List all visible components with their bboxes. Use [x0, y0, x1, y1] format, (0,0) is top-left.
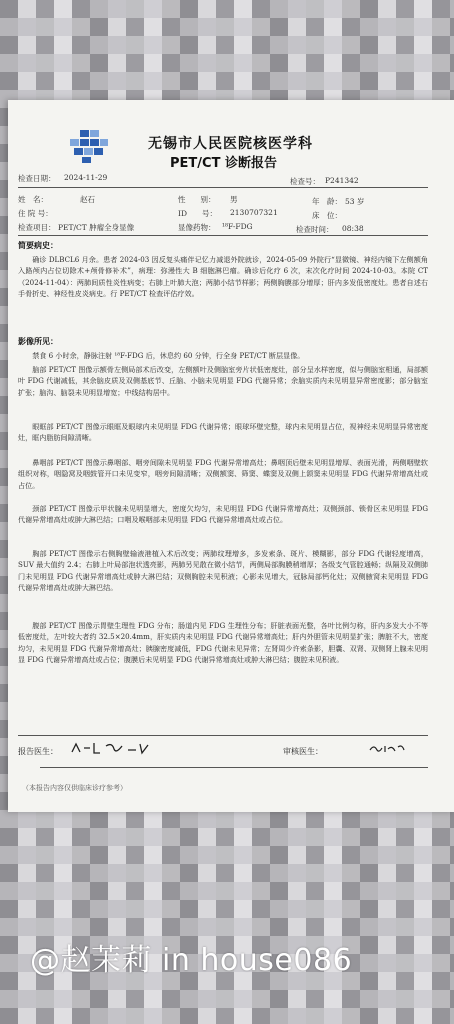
inpatient-label: 住 院 号： [18, 209, 53, 218]
gender-label: 性 别： [178, 195, 216, 204]
exam-time-value: 08:38 [342, 224, 364, 233]
findings-title: 影像所见： [18, 337, 58, 346]
history-title: 简要病史： [18, 241, 58, 250]
id-label: ID 号： [178, 209, 217, 218]
exam-item-value: PET/CT 肿瘤全身显像 [58, 223, 135, 232]
divider-top [18, 187, 428, 188]
exam-date-label: 检查日期： [18, 174, 56, 183]
exam-item-label: 检查项目： [18, 223, 56, 232]
report-paper [8, 100, 454, 812]
age-label: 年 龄： [312, 197, 342, 206]
findings-paragraph: 禁食 6 小时余，静脉注射 ¹⁸F-FDG 后，休息约 60 分钟，行全身 PET/CT 断层显像。 [32, 351, 305, 360]
bed-label: 床 位： [312, 211, 342, 220]
findings-paragraph: 脑部 PET/CT 图像示额骨左侧局部术后改变，左侧额叶及侧脑室旁片状低密度灶，部分呈水样密度，似与侧脑室相通，局部额叶 FDG 代谢减低，其余脑皮质及双侧基底节、丘脑、小脑未见明显 FDG 代谢异常；余脑实质内未见明显异常密度影；部分脑室扩张；脑沟、脑裂未见明显增宽；中线结构居中。 [18, 365, 428, 397]
id-value: 2130707321 [230, 208, 278, 217]
report-title: PET/CT 诊断报告 [170, 156, 277, 171]
reporter-signature [66, 740, 176, 756]
reporter-label: 报告医生： [18, 747, 58, 756]
findings-paragraph: 颈部 PET/CT 图像示甲状腺未见明显增大，密度欠均匀，未见明显 FDG 代谢异常增高灶；双侧颈部、锁骨区未见明显 FDG 代谢异常增高灶或肿大淋巴结；口咽及喉咽部未见明显 FDG 代谢异常增高灶或占位。 [18, 504, 428, 525]
divider-footer [18, 735, 428, 736]
findings-paragraph: 鼻咽部 PET/CT 图像示鼻咽部、咽旁间隙未见明显 FDG 代谢异常增高灶；鼻咽顶后壁未见明显增厚、表面光滑，两侧咽壁软组织对称，咽隐窝及咽鼓管开口未见变窄，咽旁间隙清晰；双侧额窦、筛窦、蝶窦及双侧上颌窦未见明显 FDG 代谢异常增高灶或占位。 [18, 458, 428, 490]
footer-note: （本报告内容仅供临床诊疗参考） [22, 784, 127, 792]
findings-paragraph: 腹部 PET/CT 图像示胃壁生理性 FDG 分布；肠道内见 FDG 生理性分布；肝脏表面光整，各叶比例匀称，肝内多发大小不等低密度灶，左叶较大者约 32.5×20.4mm，肝实质内未见明显 FDG 代谢异常增高灶；肝内外胆管未见明显扩张；脾脏不大，密度均匀，未见明显 FDG 代谢异常增高灶；胰腺密度减低，FDG 代谢未见异常；左肾周少许索条影，胆囊、双肾、双侧肾上腺未见明显 FDG 代谢异常增高灶或占位；腹膜后未见明显 FDG 代谢异常增高灶或肿大淋巴结；腹腔未见积液。 [18, 621, 428, 665]
reviewer-signature [368, 742, 408, 754]
footer-rule [40, 767, 428, 768]
watermark-text: @赵茉莉 in house086 [30, 943, 353, 978]
exam-date-value: 2024-11-29 [64, 173, 108, 182]
exam-no-label: 检查号： [290, 177, 320, 186]
exam-no-value: P241342 [325, 176, 359, 185]
history-text: 确诊 DLBCL6 月余。患者 2024-03 因反复头痛伴记忆力减退外院就诊，2024-05-09 外院行“显微镜、神经内镜下左侧额角入路颅内占位切除术+颅骨修补术”，病理：弥漫性大 B 细胞淋巴瘤。确诊后化疗 6 次，末次化疗时间 2024-10-03。本院 CT（2024-11-04）：两肺间质性炎性病变；右肺上叶肺大泡；两肺小结节样影；两侧胸膜部分增厚；肝内多发低密度灶。患者自述右手骨折史、神经性皮炎病史。行 PET/CT 检查评估疗效。 [18, 255, 428, 299]
tracer-label: 显像药物： [178, 223, 216, 232]
gender-value: 男 [230, 195, 238, 204]
findings-paragraph: 胸部 PET/CT 图像示右侧胸壁输液港植入术后改变；两肺纹理增多，多发索条、斑片、模糊影，部分 FDG 代谢轻度增高，SUV 最大值约 2.4；右肺上叶局部泡状透亮影，两肺另见散在微小结节，两侧局部胸膜稍增厚；各级支气管腔通畅；纵隔及双侧肺门未见明显 FDG 代谢异常增高灶或肿大淋巴结；双侧胸腔未见积液；心影未见增大，冠脉局部钙化灶；双侧腋窝未见明显 FDG 代谢异常增高灶或肿大淋巴结。 [18, 549, 428, 593]
name-value: 赵石 [80, 195, 95, 204]
divider-info [18, 235, 428, 236]
reviewer-label: 审核医生： [283, 747, 323, 756]
hospital-name: 无锡市人民医院核医学科 [148, 136, 313, 152]
exam-time-label: 检查时间： [296, 225, 334, 234]
hospital-logo-icon [66, 128, 110, 164]
name-label: 姓 名： [18, 195, 48, 204]
tracer-value: ¹⁸F-FDG [222, 222, 253, 231]
age-value: 53 岁 [345, 197, 365, 206]
findings-paragraph: 眼眶部 PET/CT 图像示眼眶及眼球内未见明显 FDG 代谢异常；眼球环壁完整，球内未见明显占位，视神经未见明显异常密度灶，眶内脂肪间隙清晰。 [18, 422, 428, 443]
